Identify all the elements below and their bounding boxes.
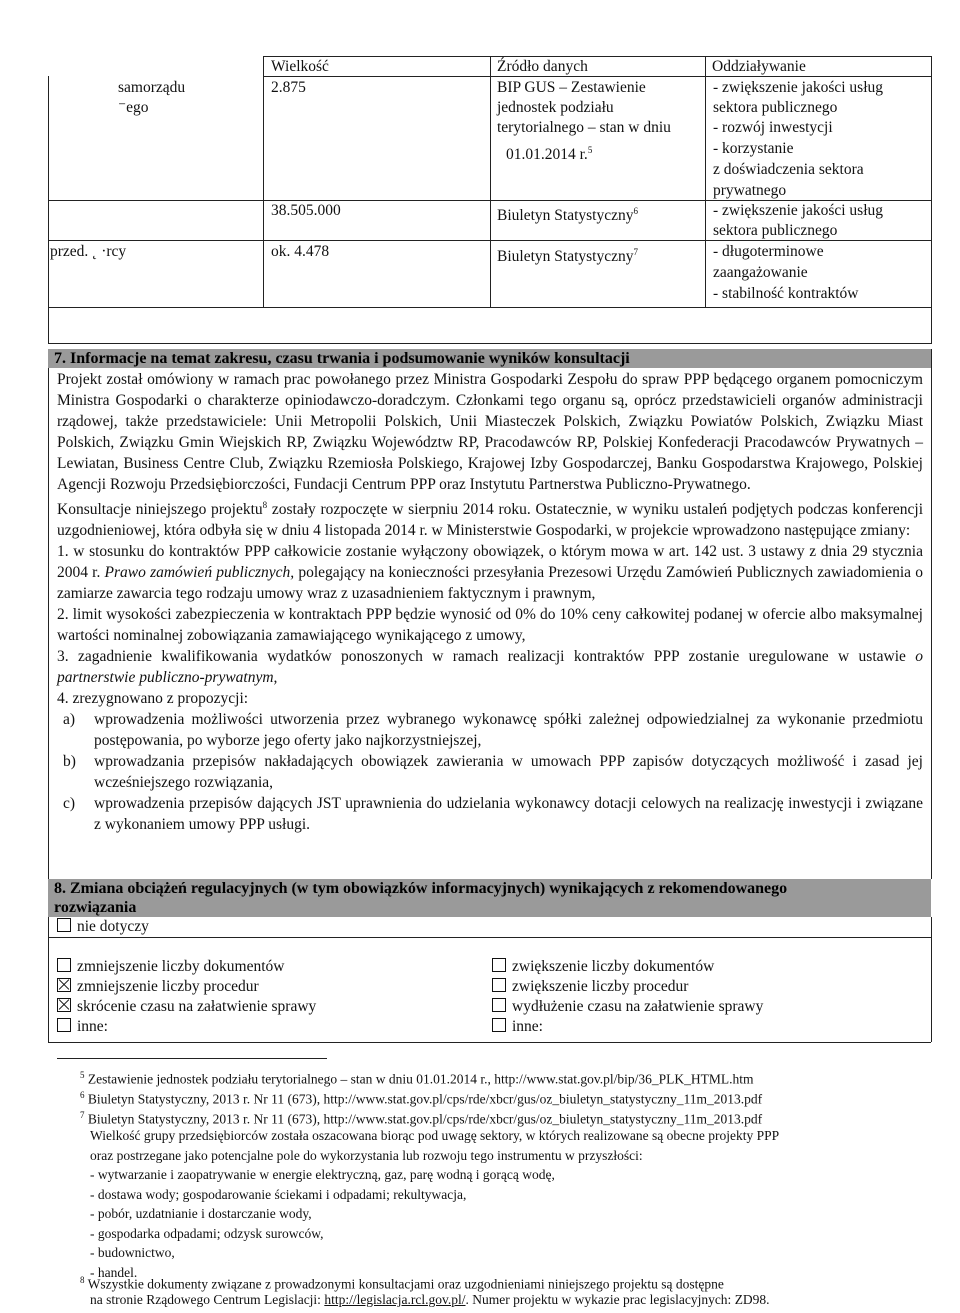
burden-option[interactable] — [57, 977, 259, 997]
checkbox-icon[interactable] — [492, 958, 506, 972]
burden-option[interactable] — [492, 997, 763, 1017]
row-source: 01.01.2014 r.$^5$ — [506, 145, 593, 164]
burden-option-label: zmniejszenie liczby procedur — [77, 978, 259, 995]
row-impact: - rozwój inwestycji — [713, 119, 833, 136]
table-border-top — [263, 56, 931, 57]
section-border-left — [48, 917, 49, 1042]
burden-option[interactable] — [492, 977, 688, 997]
burden-option-label: zwiększenie liczby procedur — [512, 978, 689, 995]
table-border-left — [48, 76, 49, 344]
col-header-source: Źródło danych — [497, 58, 588, 75]
sub-item-b: b) wprowadzania przepisów nakładających obowiązek zawierania w umowach PPP zapisów dotyczących możliwość i zasad jej wcześniejszego rozwiązania, — [63, 753, 923, 792]
table-col-divider — [263, 56, 264, 307]
row-group-label: ⁻ego — [118, 99, 149, 116]
table-border-right — [931, 56, 932, 344]
section-divider — [48, 937, 931, 938]
section-7-body — [57, 369, 923, 835]
footnote-8: $^8$ Wszystkie dokumenty związane z prowadzonymi konsultacjami oraz uzgodnieniami niniejszego projektu są dostępne — [80, 1275, 724, 1292]
change-item-2: 2. limit wysokości zabezpieczenia w kontraktach PPP będzie wynosić od 0% do 10% ceny całkowitej podanej w ofercie albo maksymalnej wartości nominalnej zobowiązania zamawiającego wynikającego z umowy, — [57, 606, 923, 645]
checkbox-icon[interactable] — [57, 1018, 71, 1032]
footnote-5: $^5$ Zestawienie jednostek podziału terytorialnego – stan w dniu 01.01.2014 r., http://www.stat.gov.pl/bip/36_PLK_HTML.htm — [80, 1070, 754, 1087]
section-7-heading: 7. Informacje na temat zakresu, czasu trwania i podsumowanie wyników konsultacji — [48, 349, 931, 368]
change-item-3: 3. zagadnienie kwalifikowania wydatków ponoszonych w ramach realizacji kontraktów PPP zostanie uregulowane w ustawie o partnerstwie publiczno-prywatnym, — [57, 648, 923, 687]
not-applicable-checkbox[interactable]: nie dotyczy — [57, 917, 149, 937]
row-impact: sektora publicznego — [713, 222, 838, 239]
row-group-label: samorządu — [118, 79, 186, 96]
burden-option[interactable] — [492, 1017, 543, 1037]
footnote-separator — [57, 1058, 327, 1059]
row-group-label: przed. ˛ ·rcy — [50, 243, 127, 260]
burden-option[interactable] — [57, 957, 284, 977]
row-size: 2.875 — [271, 79, 306, 96]
consultation-paragraph: Konsultacje niniejszego projektu$^8$ zostały rozpoczęte w sierpniu 2014 roku. Ostatecznie, w wyniku ustaleń podjętych podczas konferencji uzgodnieniowej, która odbyła się w dniu 4 listopada 2014 r. w Ministerstwie Gospodarki, w projekcie wprowadzono następujące zmiany: — [57, 500, 923, 540]
row-source: Biuletyn Statystyczny$^7$ — [497, 247, 638, 266]
checkbox-icon[interactable] — [492, 1018, 506, 1032]
row-size: 38.505.000 — [271, 202, 341, 219]
burden-option[interactable] — [492, 957, 714, 977]
col-header-impact: Oddziaływanie — [712, 58, 806, 75]
legislation-link[interactable]: http://legislacja.rcl.gov.pl/ — [324, 1292, 466, 1307]
checked-checkbox-icon[interactable] — [57, 978, 71, 992]
burden-option-label: inne: — [512, 1018, 543, 1035]
col-header-size: Wielkość — [271, 58, 329, 75]
row-impact: prywatnego — [713, 182, 787, 199]
change-item-1: 1. w stosunku do kontraktów PPP całkowicie zostanie wyłączony obowiązek, o którym mowa w art. 142 ust. 3 ustawy z dnia 29 stycznia 2004 r. Prawo zamówień publicznych, polegający na konieczności przesyłania Prezesowi Urzędu Zamówień Publicznych zawiadomienia o zamiarze zawarcia tego rodzaju umowy wraz z uzasadnieniem faktycznym i prawnym, — [57, 543, 923, 603]
footnote-8-line2: na stronie Rządowego Centrum Legislacji: http://legislacja.rcl.gov.pl/. Numer projektu w wykazie prac legislacyjnych: ZD98. — [90, 1292, 770, 1307]
row-impact: - zwiększenie jakości usług — [713, 79, 884, 96]
row-impact: - stabilność kontraktów — [713, 285, 859, 302]
row-source: terytorialnego – stan w dniu — [497, 119, 671, 136]
checkbox-icon[interactable] — [492, 978, 506, 992]
section-8-heading: 8. Zmiana obciążeń regulacyjnych (w tym obowiązków informacyjnych) wynikających z rekomendowanego rozwiązania — [48, 879, 931, 917]
table-row-divider — [48, 307, 931, 308]
change-item-4: 4. zrezygnowano z propozycji: — [57, 690, 249, 708]
checkbox-icon[interactable] — [57, 958, 71, 972]
table-header-divider — [263, 76, 931, 77]
row-impact: sektora publicznego — [713, 99, 838, 116]
footnote-7-details: Wielkość grupy przedsiębiorców została oszacowana biorąc pod uwagę sektory, w których realizowane są obecne projekty PPP oraz postrzegane jako potencjalne pole do wykorzystania lub rozwoju tego instrumentu w przyszłości: - wytwarzanie i zaopatrywanie w energie elektryczną, gaz, parę wodną i gorącą wodę, - dostawa wody; gospodarowanie ściekami i odpadami; rekultywacja, - pobór, uzdatnianie i dostarczanie wody, - gospodarka odpadami; odzysk surowców, - budownictwo, - handel. — [90, 1128, 780, 1280]
row-size: ok. 4.478 — [271, 243, 330, 260]
row-impact: - długoterminowe — [713, 243, 824, 260]
burden-option-label: zmniejszenie liczby dokumentów — [77, 958, 285, 975]
row-impact: - zwiększenie jakości usług — [713, 202, 884, 219]
table-col-divider — [705, 56, 706, 307]
burden-option-label: skrócenie czasu na załatwienie sprawy — [77, 998, 317, 1015]
row-source: Biuletyn Statystyczny$^6$ — [497, 206, 638, 225]
row-impact: z doświadczenia sektora — [713, 161, 864, 178]
row-impact: - korzystanie — [713, 140, 794, 157]
table-col-divider — [490, 56, 491, 307]
table-border-bottom — [48, 343, 931, 344]
checked-checkbox-icon[interactable] — [57, 998, 71, 1012]
section-border-left — [48, 349, 49, 879]
row-source: BIP GUS – Zestawienie — [497, 79, 646, 96]
footnote-7: $^7$ Biuletyn Statystyczny, 2013 r. Nr 11 (673), http://www.stat.gov.pl/cps/rde/xbcr/gus/oz_biuletyn_statystyczny_11m_2013.pdf — [80, 1110, 763, 1127]
row-source: jednostek podziału — [497, 99, 614, 116]
burden-option-label: wydłużenie czasu na załatwienie sprawy — [512, 998, 764, 1015]
section-border-right — [931, 349, 932, 879]
section-border-bottom — [48, 1042, 931, 1043]
consultation-paragraph: Projekt został omówiony w ramach prac powołanego przez Ministra Gospodarki Zespołu do spraw PPP będącego organem pomocniczym Ministra Gospodarki o charakterze opiniodawczo-doradczym. Członkami tego organu są, oprócz przedstawicieli organów administracji rządowej, także przedstawiciele: Unii Metropolii Polskich, Unii Miasteczek Polskich, Związku Powiatów Polskich, Związku Miast Polskich, Związku Gmin Wiejskich RP, Związku Województw RP, Pracodawców RP, Polskiej Konfederacji Pracodawców Prywatnych – Lewiatan, Business Centre Club, Związku Rzemiosła Polskiego, Krajowej Izby Gospodarczej, Banku Gospodarstwa Krajowego, Polskiej Agencji Rozwoju Przedsiębiorczości, Fundacji Centrum PPP oraz Instytutu Partnerstwa Publiczno-Prywatnego. — [57, 371, 923, 493]
row-impact: zaangażowanie — [713, 264, 808, 281]
footnote-6: $^6$ Biuletyn Statystyczny, 2013 r. Nr 11 (673), http://www.stat.gov.pl/cps/rde/xbcr/gus/oz_biuletyn_statystyczny_11m_2013.pdf — [80, 1090, 763, 1107]
burden-option[interactable] — [57, 997, 316, 1017]
checkbox-icon[interactable] — [57, 918, 71, 932]
burden-option-label: zwiększenie liczby dokumentów — [512, 958, 715, 975]
sub-item-c: c) wprowadzenia przepisów dających JST uprawnienia do udzielania wykonawcy dotacji celowych na realizację inwestycji i związane z wykonaniem umowy PPP usługi. — [63, 795, 923, 834]
sub-item-a: a) wprowadzenia możliwości utworzenia przez wybranego wykonawcę spółki zależnej odpowiedzialnej za wykonanie przedmiotu postępowania, po wyborze jego oferty jako najkorzystniejszej, — [63, 711, 923, 750]
section-border-right — [931, 917, 932, 1042]
burden-option-label: inne: — [77, 1018, 108, 1035]
burden-option[interactable] — [57, 1017, 108, 1037]
checkbox-icon[interactable] — [492, 998, 506, 1012]
